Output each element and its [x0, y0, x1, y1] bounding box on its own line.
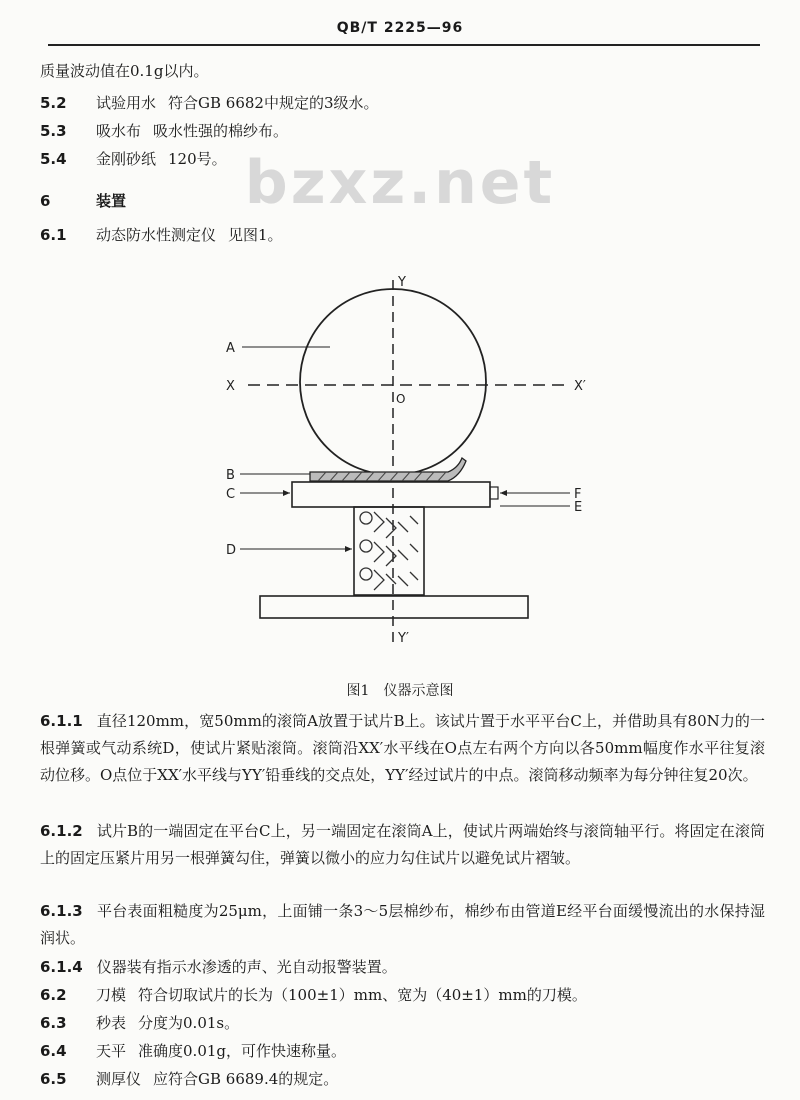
item-title: 天平 — [96, 1042, 127, 1060]
intro-line: 质量波动值在0.1g以内。 — [40, 62, 209, 80]
item-title: 秒表 — [96, 1014, 127, 1032]
watermark: bzxz.net — [244, 148, 556, 218]
item-text: 吸水性强的棉纱布。 — [153, 122, 289, 140]
item-title: 吸水布 — [96, 122, 142, 140]
item-text: 符合切取试片的长为（100±1）mm、宽为（40±1）mm的刀模。 — [138, 986, 587, 1004]
springs — [360, 512, 418, 590]
figure-caption — [0, 680, 800, 700]
label-leader-lines — [240, 347, 570, 549]
item-5-3 — [40, 120, 288, 141]
caption-text: 仪器示意图 — [383, 683, 454, 699]
item-title: 刀模 — [96, 986, 127, 1004]
paragraph-6-1-1 — [40, 708, 765, 789]
item-6-3 — [40, 1012, 239, 1033]
item-text: 见图1。 — [228, 226, 283, 244]
item-5-4 — [40, 148, 227, 169]
item-number: 6.2 — [40, 986, 67, 1004]
item-text: 准确度0.01g，可作快速称量。 — [138, 1042, 347, 1060]
item-number: 6.5 — [40, 1070, 67, 1088]
item-number: 5.4 — [40, 150, 67, 168]
header-rule — [48, 44, 760, 46]
item-6-5 — [40, 1068, 338, 1089]
label-e: E — [574, 500, 583, 515]
paragraph-6-1-3 — [40, 898, 765, 952]
label-c: C — [226, 487, 236, 502]
paragraph-text: 平台表面粗糙度为25μm，上面铺一条3～5层棉纱布，棉纱布由管道E经平台面缓慢流出的水保持湿润状。 — [40, 902, 765, 947]
paragraph-number: 6.1.2 — [40, 822, 83, 840]
item-number: 6.1 — [40, 226, 67, 244]
section-title: 装置 — [96, 192, 127, 210]
base-plate — [260, 596, 528, 618]
water-tube-e — [490, 487, 498, 499]
item-6-4 — [40, 1040, 346, 1061]
item-title: 动态防水性测定仪 — [96, 226, 217, 244]
item-title: 金刚砂纸 — [96, 150, 157, 168]
item-title: 试验用水 — [96, 94, 157, 112]
label-arrowheads — [283, 490, 507, 552]
label-y-prime: Y′ — [398, 631, 409, 646]
item-title: 测厚仪 — [96, 1070, 142, 1088]
item-number: 5.2 — [40, 94, 67, 112]
item-6-1 — [40, 224, 283, 245]
paragraph-text: 试片B的一端固定在平台C上，另一端固定在滚筒A上，使试片两端始终与滚筒轴平行。将固定在滚筒上的固定压紧片用另一根弹簧勾住，弹簧以微小的应力勾住试片以避免试片褶皱。 — [40, 822, 765, 867]
item-5-2 — [40, 92, 379, 113]
paragraph-number: 6.1.4 — [40, 958, 83, 976]
label-o: O — [396, 392, 406, 406]
section-number: 6 — [40, 192, 51, 210]
paragraph-6-1-4 — [40, 954, 765, 981]
item-number: 6.4 — [40, 1042, 67, 1060]
item-text: 应符合GB 6689.4的规定。 — [153, 1070, 339, 1088]
label-y: Y — [398, 275, 406, 290]
apparatus-diagram — [0, 260, 800, 660]
standard-code-header: QB/T 2225—96 — [336, 20, 464, 36]
caption-number: 图1 — [346, 683, 370, 699]
label-a: A — [226, 341, 235, 356]
paragraph-6-1-2 — [40, 818, 765, 872]
item-text: 120号。 — [168, 150, 227, 168]
paragraph-text: 直径120mm，宽50mm的滚筒A放置于试片B上。该试片置于水平平台C上，并借助具有80N力的一根弹簧或气动系统D，使试片紧贴滚筒。滚筒沿XX′水平线在O点左右两个方向以各50mm幅度作水平往复滚动位移。O点位于XX′水平线与YY′铅垂线的交点处，YY′经过试片的中点。滚筒移动频率为每分钟往复20次。 — [40, 712, 765, 784]
label-x: X — [226, 379, 235, 394]
item-text: 符合GB 6682中规定的3级水。 — [168, 94, 379, 112]
platform-c — [292, 482, 490, 507]
paragraph-number: 6.1.3 — [40, 902, 83, 920]
label-x-prime: X′ — [574, 379, 586, 394]
item-number: 6.3 — [40, 1014, 67, 1032]
label-b: B — [226, 468, 235, 483]
paragraph-text: 仪器装有指示水渗透的声、光自动报警装置。 — [96, 958, 397, 976]
item-text: 分度为0.01s。 — [138, 1014, 240, 1032]
paragraph-number: 6.1.1 — [40, 712, 83, 730]
section-6-heading — [40, 190, 126, 211]
label-d: D — [226, 543, 237, 558]
item-number: 5.3 — [40, 122, 67, 140]
label-f: F — [574, 487, 582, 502]
item-6-2 — [40, 984, 587, 1005]
